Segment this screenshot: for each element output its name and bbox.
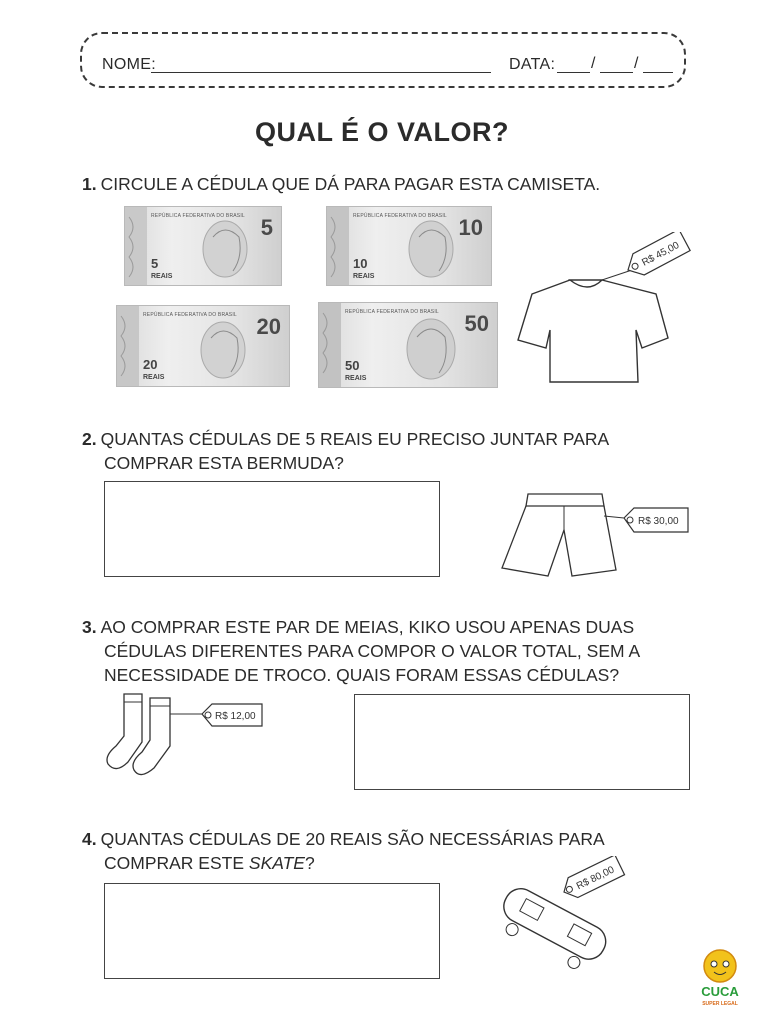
logo-tagline: SUPER LEGAL (702, 1001, 738, 1007)
question-text: AO COMPRAR ESTE PAR DE MEIAS, KIKO USOU APENAS DUAS (100, 617, 635, 637)
date-month-field[interactable] (600, 72, 633, 73)
answer-box-4[interactable] (104, 883, 440, 979)
banknote-value: 50 (464, 311, 489, 336)
answer-box-2[interactable] (104, 481, 440, 577)
socks-illustration (98, 688, 268, 784)
question-text: CIRCULE A CÉDULA QUE DÁ PARA PAGAR ESTA CAMISETA. (100, 174, 601, 194)
shirt-price-tag: R$ 45,00 (640, 239, 682, 269)
banknote-currency: REAIS (353, 273, 375, 280)
question-number: 4. (82, 829, 97, 849)
banknote-currency: REAIS (151, 273, 173, 280)
shirt-illustration (510, 232, 700, 392)
answer-box-3[interactable] (354, 694, 690, 790)
question-number: 1. (82, 174, 97, 194)
banknote-20[interactable] (116, 305, 290, 387)
question-1 (82, 172, 682, 196)
date-separator: / (634, 55, 639, 72)
skate-illustration (488, 856, 638, 986)
question-text: COMPRAR ESTE (104, 853, 249, 873)
bank-text: REPÚBLICA FEDERATIVA DO BRASIL (143, 312, 237, 318)
bank-text: REPÚBLICA FEDERATIVA DO BRASIL (151, 213, 245, 219)
question-text: ? (304, 853, 315, 873)
shorts-price-tag: R$ 30,00 (638, 516, 679, 527)
banknote-value: 20 (256, 314, 281, 339)
logo-name: CUCA (701, 984, 739, 999)
page-title: QUAL É O VALOR? (254, 117, 509, 147)
banknote-currency: REAIS (345, 375, 367, 382)
question-text: QUANTAS CÉDULAS DE 5 REAIS EU PRECISO JUNTAR PARA (100, 429, 610, 449)
banknote-value-small: 5 (151, 256, 159, 271)
question-text: QUANTAS CÉDULAS DE 20 REAIS SÃO NECESSÁRIAS PARA (100, 829, 605, 849)
banknote-value: 10 (458, 215, 483, 240)
banknote-5[interactable] (124, 206, 282, 286)
question-text: CÉDULAS DIFERENTES PARA COMPOR O VALOR TOTAL, SEM A (104, 641, 641, 661)
banknote-value-small: 20 (143, 357, 158, 372)
question-2 (82, 427, 682, 475)
banknote-10[interactable] (326, 206, 492, 286)
banknote-50[interactable] (318, 302, 498, 388)
cuca-logo (690, 944, 750, 1010)
date-year-field[interactable] (643, 72, 673, 73)
question-number: 3. (82, 617, 97, 637)
banknote-value-small: 50 (345, 358, 360, 373)
bank-text: REPÚBLICA FEDERATIVA DO BRASIL (345, 309, 439, 315)
name-field[interactable] (151, 72, 491, 73)
shorts-illustration (492, 486, 702, 582)
banknote-value: 5 (260, 215, 273, 240)
question-number: 2. (82, 429, 97, 449)
date-separator: / (591, 55, 596, 72)
skate-price-tag: R$ 80,00 (574, 864, 617, 893)
banknote-currency: REAIS (143, 374, 165, 381)
banknote-value-small: 10 (353, 256, 368, 271)
question-text: COMPRAR ESTA BERMUDA? (104, 453, 344, 473)
question-text-italic: SKATE (248, 853, 305, 873)
question-text: NECESSIDADE DE TROCO. QUAIS FORAM ESSAS CÉDULAS? (104, 665, 620, 685)
socks-price-tag: R$ 12,00 (215, 711, 256, 722)
question-3 (82, 615, 682, 687)
date-label: DATA: (509, 56, 556, 73)
name-label: NOME: (102, 56, 156, 73)
bank-text: REPÚBLICA FEDERATIVA DO BRASIL (353, 213, 447, 219)
date-day-field[interactable] (557, 72, 590, 73)
